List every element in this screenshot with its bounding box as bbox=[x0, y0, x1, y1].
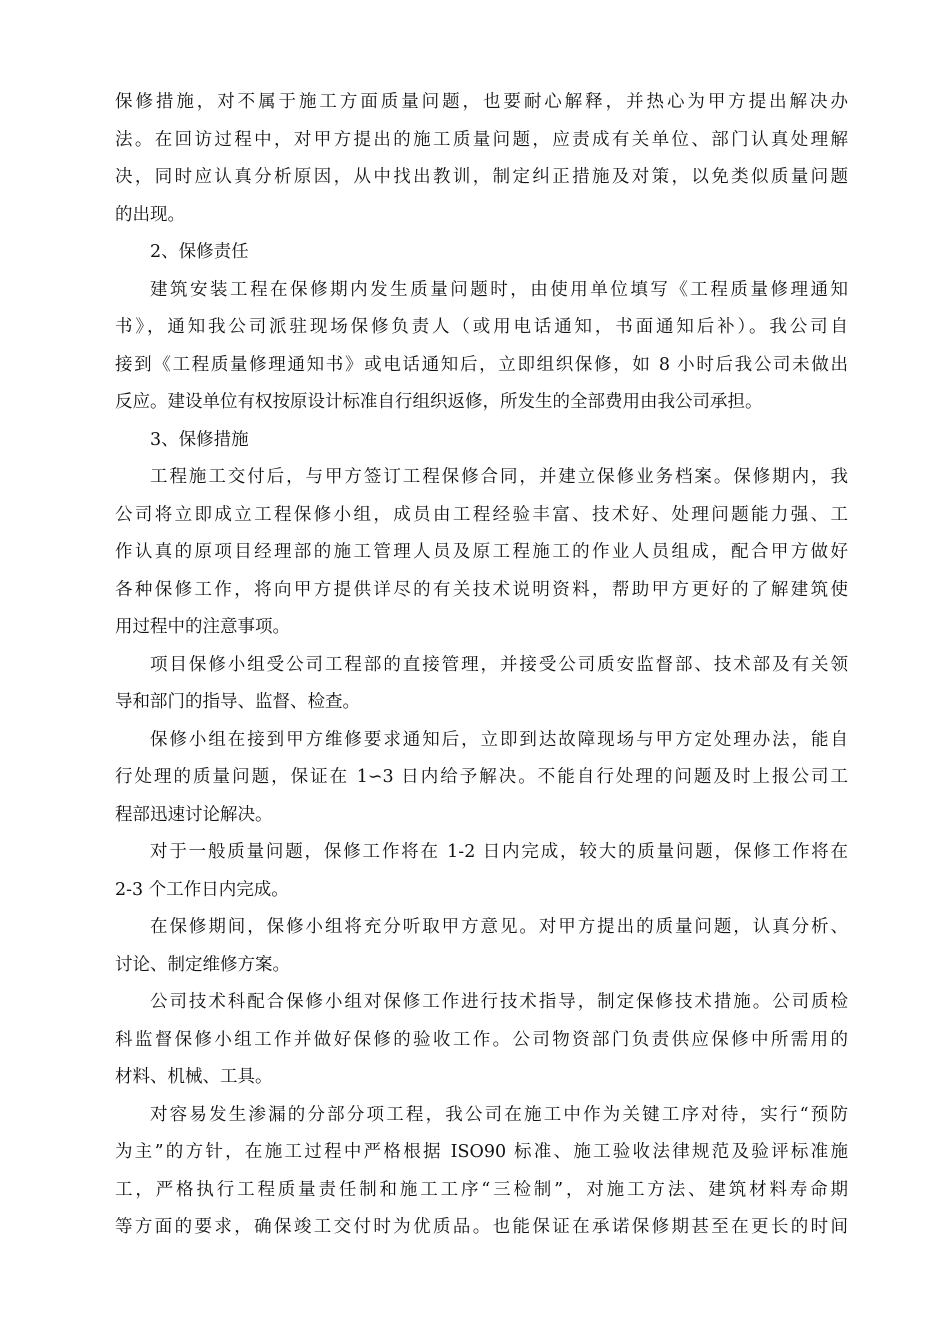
text-line: 保修措施，对不属于施工方面质量问题，也要耐心解释，并热心为甲方提出解决办 bbox=[115, 92, 848, 112]
text-line: 公司技术科配合保修小组对保修工作进行技术指导，制定保修技术措施。公司质检 bbox=[150, 992, 848, 1012]
text-line: 2-3 个工作日内完成。 bbox=[115, 879, 289, 900]
text-line: 书》，通知我公司派驻现场保修负责人（或用电话通知，书面通知后补）。我公司自 bbox=[115, 317, 848, 337]
text-line: 决，同时应认真分析原因，从中找出教训，制定纠正措施及对策，以免类似质量问题 bbox=[115, 167, 848, 187]
text-line: 程部迅速讨论解决。 bbox=[115, 804, 273, 825]
text-line: 法。在回访过程中，对甲方提出的施工质量问题，应责成有关单位、部门认真处理解 bbox=[115, 129, 848, 150]
text-line: 保修小组在接到甲方维修要求通知后，立即到达故障现场与甲方定处理办法，能自 bbox=[150, 729, 848, 750]
text-line: 工程施工交付后，与甲方签订工程保修合同，并建立保修业务档案。保修期内，我 bbox=[150, 467, 848, 487]
text-line: 的出现。 bbox=[115, 204, 185, 225]
text-line: 对于一般质量问题，保修工作将在 1-2 日内完成，较大的质量问题，保修工作将在 bbox=[150, 842, 848, 862]
text-line: 讨论、制定维修方案。 bbox=[115, 954, 290, 975]
text-line: 导和部门的指导、监督、检查。 bbox=[115, 692, 360, 712]
text-line: 反应。建设单位有权按原设计标准自行组织返修，所发生的全部费用由我公司承担。 bbox=[115, 392, 763, 412]
text-line: 建筑安装工程在保修期内发生质量问题时，由使用单位填写《工程质量修理通知 bbox=[150, 279, 848, 300]
text-line: 科监督保修小组工作并做好保修的验收工作。公司物资部门负责供应保修中所需用的 bbox=[115, 1029, 848, 1050]
text-line: 各种保修工作，将向甲方提供详尽的有关技术说明资料，帮助甲方更好的了解建筑使 bbox=[115, 579, 848, 600]
text-line: 公司将立即成立工程保修小组，成员由工程经验丰富、技术好、处理问题能力强、工 bbox=[115, 504, 848, 525]
text-line: 在保修期间，保修小组将充分听取甲方意见。对甲方提出的质量问题，认真分析、 bbox=[150, 917, 848, 937]
text-line: 对容易发生渗漏的分部分项工程，我公司在施工中作为关键工序对待，实行“预防 bbox=[150, 1104, 848, 1125]
text-line: 2、保修责任 bbox=[150, 242, 249, 262]
text-line: 接到《工程质量修理通知书》或电话通知后，立即组织保修，如 8 小时后我公司未做出 bbox=[115, 354, 848, 375]
text-line: 行处理的质量问题，保证在 1∽3 日内给予解决。不能自行处理的问题及时上报公司工 bbox=[115, 767, 848, 787]
text-line: 工，严格执行工程质量责任制和施工工序“三检制”，对施工方法、建筑材料寿命期 bbox=[115, 1179, 848, 1200]
text-line: 为主”的方针，在施工过程中严格根据 ISO90 标准、施工验收法律规范及验评标准施 bbox=[115, 1142, 848, 1162]
text-line: 等方面的要求，确保竣工交付时为优质品。也能保证在承诺保修期甚至在更长的时间 bbox=[115, 1217, 848, 1237]
text-line: 项目保修小组受公司工程部的直接管理，并接受公司质安监督部、技术部及有关领 bbox=[150, 654, 848, 675]
text-line: 用过程中的注意事项。 bbox=[115, 617, 290, 637]
document-page bbox=[115, 84, 848, 1247]
text-line: 作认真的原项目经理部的施工管理人员及原工程施工的作业人员组成，配合甲方做好 bbox=[115, 542, 848, 562]
text-line: 材料、机械、工具。 bbox=[115, 1067, 273, 1087]
text-line: 3、保修措施 bbox=[150, 429, 249, 450]
